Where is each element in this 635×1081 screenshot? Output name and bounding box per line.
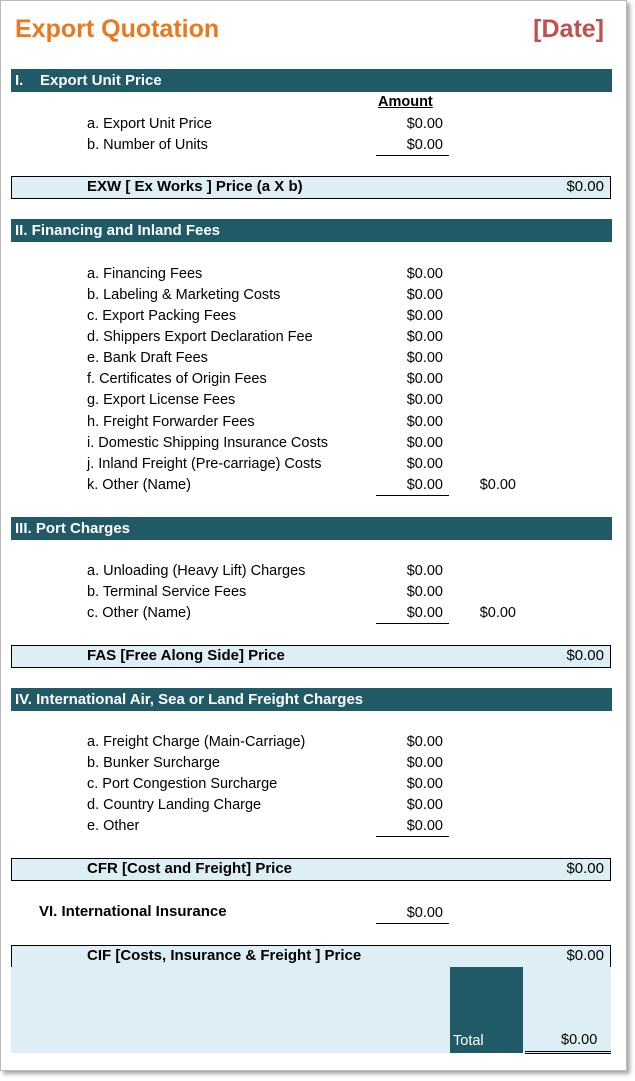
exw-price-value: $0.00 <box>566 178 604 195</box>
row-label: a. Financing Fees <box>87 266 203 282</box>
row-label: c. Other (Name) <box>87 605 191 621</box>
export-packing-value[interactable]: $0.00 <box>406 308 443 324</box>
amount-column-header: Amount <box>378 94 433 110</box>
row-label: b. Bunker Surcharge <box>87 755 220 771</box>
row-label: a. Freight Charge (Main-Carriage) <box>87 734 306 750</box>
row-label: b. Labeling & Marketing Costs <box>87 287 281 303</box>
cif-price-value: $0.00 <box>566 947 604 964</box>
terminal-service-value[interactable]: $0.00 <box>406 584 443 600</box>
freight-forwarder-value[interactable]: $0.00 <box>406 414 443 430</box>
exw-price-label: EXW [ Ex Works ] Price (a X b) <box>87 178 303 195</box>
sum-underline <box>376 495 449 496</box>
fas-price-label: FAS [Free Along Side] Price <box>87 647 285 664</box>
exw-price-box <box>11 176 611 199</box>
unloading-charges-value[interactable]: $0.00 <box>406 563 443 579</box>
other-freight-value[interactable]: $0.00 <box>406 818 443 834</box>
export-license-value[interactable]: $0.00 <box>406 392 443 408</box>
cif-price-label: CIF [Costs, Insurance & Freight ] Price <box>87 947 362 964</box>
row-label: c. Export Packing Fees <box>87 308 237 324</box>
row-label: e. Other <box>87 818 140 834</box>
financing-subtotal: $0.00 <box>479 477 516 493</box>
cfr-price-value: $0.00 <box>566 860 604 877</box>
financing-fees-value[interactable]: $0.00 <box>406 266 443 282</box>
fas-price-value: $0.00 <box>566 647 604 664</box>
sum-underline <box>376 155 449 156</box>
insurance-label: VI. International Insurance <box>39 903 227 920</box>
other-port-value[interactable]: $0.00 <box>406 605 443 621</box>
section-heading-text: II. Financing and Inland Fees <box>15 222 221 239</box>
total-label: Total <box>453 1033 484 1049</box>
bunker-surcharge-value[interactable]: $0.00 <box>406 755 443 771</box>
row-label: h. Freight Forwarder Fees <box>87 414 255 430</box>
country-landing-value[interactable]: $0.00 <box>406 797 443 813</box>
section-heading-text: I. Export Unit Price <box>15 72 162 89</box>
row-label: f. Certificates of Origin Fees <box>87 371 267 387</box>
row-label: i. Domestic Shipping Insurance Costs <box>87 435 328 451</box>
row-label: c. Port Congestion Surcharge <box>87 776 278 792</box>
sum-underline <box>376 623 449 624</box>
section-port-charges-heading <box>11 517 612 540</box>
row-label: b. Number of Units <box>87 137 208 153</box>
fas-price-box <box>11 645 611 668</box>
row-label: j. Inland Freight (Pre-carriage) Costs <box>87 456 322 472</box>
row-label: g. Export License Fees <box>87 392 236 408</box>
section-export-unit-price-heading <box>11 69 612 92</box>
port-congestion-value[interactable]: $0.00 <box>406 776 443 792</box>
domestic-shipping-insurance-value[interactable]: $0.00 <box>406 435 443 451</box>
section-heading-text: IV. International Air, Sea or Land Freight Charges <box>15 691 364 708</box>
page-title: Export Quotation <box>15 15 220 43</box>
row-label: a. Unloading (Heavy Lift) Charges <box>87 563 306 579</box>
row-label: d. Country Landing Charge <box>87 797 262 813</box>
row-label: b. Terminal Service Fees <box>87 584 247 600</box>
cfr-price-label: CFR [Cost and Freight] Price <box>87 860 293 877</box>
section-financing-heading <box>11 219 612 242</box>
row-label: e. Bank Draft Fees <box>87 350 208 366</box>
row-label: k. Other (Name) <box>87 477 191 493</box>
number-of-units-value[interactable]: $0.00 <box>406 137 443 153</box>
section-freight-charges-heading <box>11 688 612 711</box>
shippers-export-declaration-value[interactable]: $0.00 <box>406 329 443 345</box>
section-heading-text: III. Port Charges <box>15 520 131 537</box>
date-field[interactable]: [Date] <box>533 15 604 43</box>
total-value: $0.00 <box>561 1032 598 1048</box>
freight-charge-value[interactable]: $0.00 <box>406 734 443 750</box>
cfr-price-box <box>11 858 611 881</box>
insurance-value[interactable]: $0.00 <box>406 905 443 921</box>
row-label: d. Shippers Export Declaration Fee <box>87 329 313 345</box>
sum-underline <box>376 923 449 924</box>
bank-draft-value[interactable]: $0.00 <box>406 350 443 366</box>
export-unit-price-value[interactable]: $0.00 <box>406 116 443 132</box>
cif-price-box <box>11 945 611 968</box>
inland-freight-value[interactable]: $0.00 <box>406 456 443 472</box>
total-double-underline <box>525 1051 611 1054</box>
row-label: a. Export Unit Price <box>87 116 212 132</box>
certificates-origin-value[interactable]: $0.00 <box>406 371 443 387</box>
other-financing-value[interactable]: $0.00 <box>406 477 443 493</box>
labeling-marketing-value[interactable]: $0.00 <box>406 287 443 303</box>
sum-underline <box>376 836 449 837</box>
port-charges-subtotal: $0.00 <box>479 605 516 621</box>
total-label-box <box>450 967 523 1053</box>
